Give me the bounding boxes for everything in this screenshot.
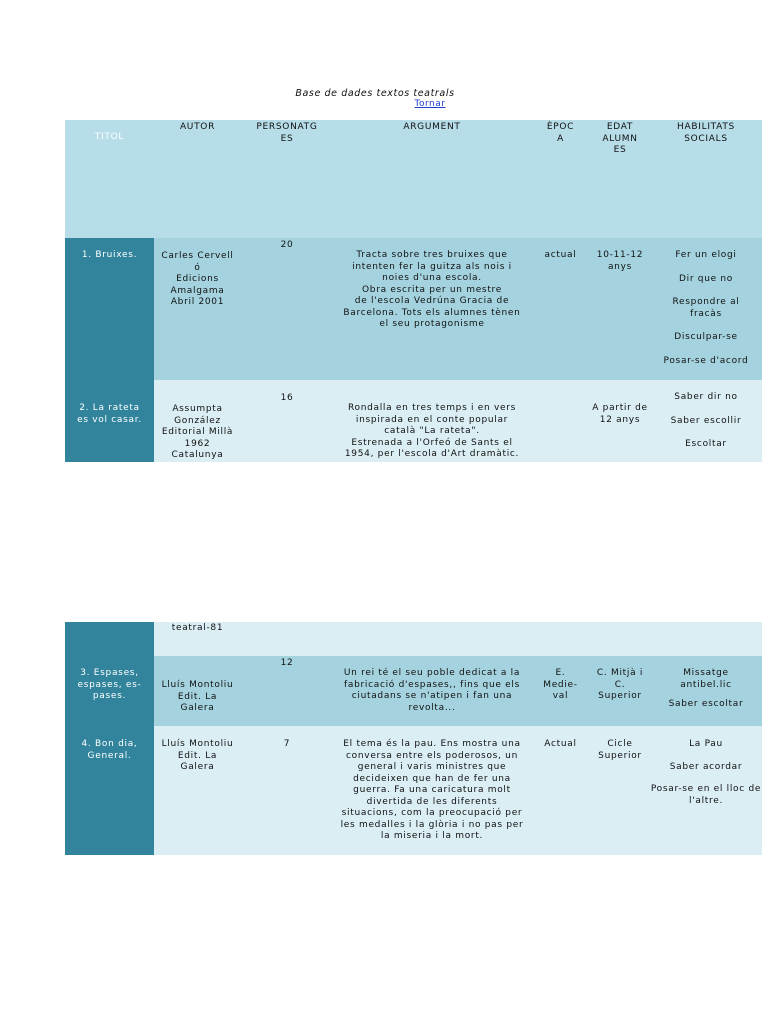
col-header-argument: ARGUMENT [403,122,461,132]
row-personatges: 20 [280,240,294,250]
row-autor-continuation: teatral-81 [171,623,224,633]
col-header-edat: EDAT ALUMN ES [602,122,638,155]
table-header-row [65,120,762,238]
col-header-personatges: PERSONATG ES [256,122,318,144]
row-habilitats: Saber dir no Saber escollir Escoltar [670,392,742,449]
row-habilitats: Missatge antibel.lic Saber escoltar [668,668,744,709]
row-edat: A partir de 12 anys [592,403,648,425]
col-header-autor: AUTOR [179,122,216,132]
row-title: 1. Bruixes. [65,238,154,380]
table-row [65,726,762,855]
row-autor: Carles Cervell ó Edicions Amalgama Abril 2001 [161,251,234,307]
row-personatges: 16 [280,393,294,403]
row-argument: El tema és la pau. Ens mostra una conversa entre els poderosos, un general i varis ministres que decideixen que han de fer una guerra. Fa una caricatura molt divertida de les diferents situacions, com la preocupació per les medalles i la glòria i no pas per la miseria i la mort. [340,739,524,841]
row-edat: 10-11-12 anys [596,250,644,272]
texts-table-page-2 [65,622,762,855]
row-epoca: E. Medie- val [543,668,578,701]
table-row [65,656,762,726]
page-title: Base de dades textos teatrals [295,88,455,99]
row-personatges: 12 [280,658,294,668]
row-edat: Cicle Superior [598,739,642,761]
row-argument: Tracta sobre tres bruixes que intenten fer la guitza als nois i noies d'una escola. Obra escrita per un mestre de l'escola Vedrúna Gracia de Barcelona. Tots els alumnes tènen el seu protagonisme [343,250,521,329]
row-title [65,622,154,656]
row-argument: Un rei té el seu poble dedicat a la fabricació d'espases,, fins que els ciutadans se n'atipen i fan una revolta... [343,668,521,713]
texts-table-page-1 [65,120,762,462]
row-epoca [531,380,590,462]
row-habilitats: Fer un elogi Dir que no Respondre al fracàs Disculpar-se Posar-se d'acord [663,250,749,366]
row-title: 3. Espases, espases, es- pases. [65,656,154,726]
row-autor: Lluís Montoliu Edit. La Galera [161,739,234,772]
row-epoca: Actual [544,739,577,749]
col-header-titol: TITOL [94,132,125,142]
row-autor: Lluís Montoliu Edit. La Galera [161,680,234,713]
col-header-habilitats: HABILITATS SOCIALS [677,122,735,144]
table-row-continuation [65,622,762,656]
row-argument: Rondalla en tres temps i en vers inspirada en el conte popular català "La rateta". Estrenada a l'Orfeó de Sants el 1954, per l'escola d'Art dramàtic. [344,403,520,459]
table-row [65,238,762,380]
row-autor: Assumpta González Editorial Millà 1962 Catalunya [161,404,234,460]
row-habilitats: La Pau Saber acordar Posar-se en el lloc de l'altre. [650,739,762,806]
col-header-epoca: ÈPOC A [546,122,575,144]
row-epoca: actual [544,250,577,260]
row-title: 2. La rateta es vol casar. [65,380,154,462]
table-row [65,380,762,462]
row-edat: C. Mitjà i C. Superior [596,668,644,701]
tornar-link[interactable]: Tornar [414,99,446,109]
row-title: 4. Bon dia, General. [65,726,154,855]
row-personatges: 7 [283,739,291,749]
